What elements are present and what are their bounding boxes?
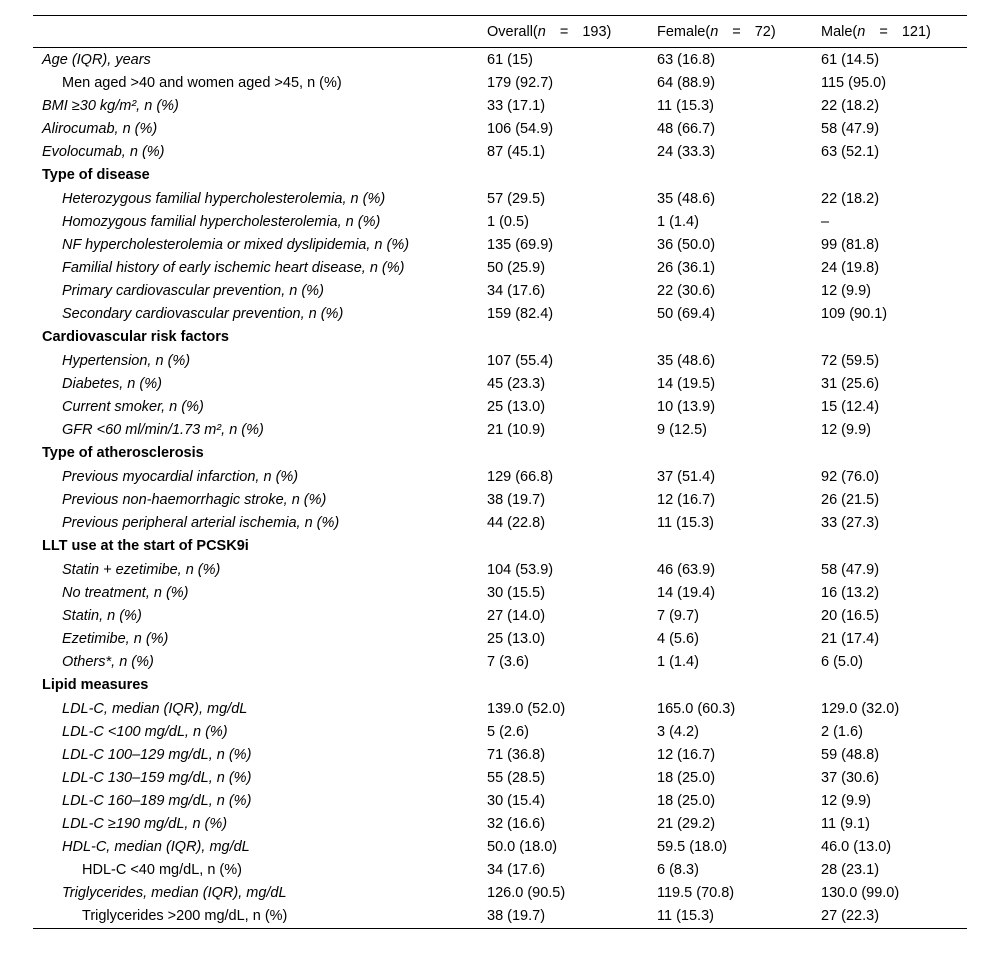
cell-female: 21 (29.2)	[657, 815, 716, 832]
cell-male: 33 (27.3)	[821, 514, 880, 531]
cell-overall: 159 (82.4)	[487, 305, 554, 322]
cell-male: 28 (23.1)	[821, 861, 880, 878]
cell-male: 22 (18.2)	[821, 97, 880, 114]
cell-male: 92 (76.0)	[821, 468, 880, 485]
cell-overall: 57 (29.5)	[487, 190, 546, 207]
table-row	[33, 720, 967, 743]
cell-male: 61 (14.5)	[821, 51, 880, 68]
cell-overall: 104 (53.9)	[487, 561, 554, 578]
row-label: Age (IQR), years	[42, 51, 151, 68]
cell-female: 18 (25.0)	[657, 792, 716, 809]
table-container	[33, 15, 967, 929]
table-row	[33, 581, 967, 604]
cell-overall: 129 (66.8)	[487, 468, 554, 485]
cell-male: 22 (18.2)	[821, 190, 880, 207]
table-row	[33, 558, 967, 581]
cell-female: 6 (8.3)	[657, 861, 699, 878]
cell-female: 119.5 (70.8)	[657, 884, 735, 901]
cell-overall: 139.0 (52.0)	[487, 700, 566, 717]
cell-male: 130.0 (99.0)	[821, 884, 900, 901]
cell-male: 24 (19.8)	[821, 259, 880, 276]
cell-female: 64 (88.9)	[657, 74, 716, 91]
cell-male: 27 (22.3)	[813, 904, 967, 929]
table-header-row	[33, 16, 967, 48]
table-row	[33, 48, 967, 72]
table-body	[33, 48, 967, 929]
table-row	[33, 233, 967, 256]
table-row	[33, 627, 967, 650]
table-row	[33, 881, 967, 904]
cell-male: 21 (17.4)	[821, 630, 880, 647]
cell-overall: 61 (15)	[487, 51, 533, 68]
cell-male: 37 (30.6)	[821, 769, 880, 786]
row-label: Primary cardiovascular prevention, n (%)	[62, 282, 324, 299]
table-row	[33, 766, 967, 789]
cell-male: 6 (5.0)	[821, 653, 863, 670]
cell-male: –	[821, 213, 830, 230]
table-row	[33, 349, 967, 372]
row-label: NF hypercholesterolemia or mixed dyslipidemia, n (%)	[62, 236, 410, 253]
cell-female: 9 (12.5)	[657, 421, 707, 438]
row-label: Homozygous familial hypercholesterolemia, n (%)	[62, 213, 381, 230]
table-row	[33, 904, 967, 929]
baseline-characteristics-table	[33, 15, 967, 929]
cell-overall: 25 (13.0)	[487, 398, 546, 415]
cell-male: 58 (47.9)	[821, 120, 880, 137]
cell-overall: 30 (15.4)	[487, 792, 546, 809]
row-label: Diabetes, n (%)	[62, 375, 162, 392]
cell-overall: 87 (45.1)	[487, 143, 546, 160]
table-row	[33, 94, 967, 117]
table-row	[33, 858, 967, 881]
cell-male: 58 (47.9)	[821, 561, 880, 578]
section-header-row	[33, 325, 967, 349]
table-row	[33, 256, 967, 279]
cell-female: 36 (50.0)	[657, 236, 716, 253]
table-row	[33, 650, 967, 673]
cell-female: 59.5 (18.0)	[657, 838, 728, 855]
cell-overall: 34 (17.6)	[487, 282, 546, 299]
cell-overall: 7 (3.6)	[487, 653, 529, 670]
row-label: Ezetimibe, n (%)	[62, 630, 169, 647]
table-row	[33, 302, 967, 325]
cell-overall: 27 (14.0)	[487, 607, 546, 624]
section-title: LLT use at the start of PCSK9i	[42, 538, 249, 554]
cell-overall: 135 (69.9)	[487, 236, 554, 253]
row-label: GFR <60 ml/min/1.73 m², n (%)	[62, 421, 264, 438]
table-row	[33, 488, 967, 511]
cell-overall: 32 (16.6)	[487, 815, 546, 832]
cell-female: 7 (9.7)	[657, 607, 699, 624]
row-label: Current smoker, n (%)	[62, 398, 204, 415]
cell-male: 99 (81.8)	[821, 236, 880, 253]
cell-female: 35 (48.6)	[657, 352, 716, 369]
table-row	[33, 187, 967, 210]
cell-female: 12 (16.7)	[657, 491, 716, 508]
cell-overall: 126.0 (90.5)	[487, 884, 566, 901]
row-label: LDL-C 130–159 mg/dL, n (%)	[62, 769, 252, 786]
cell-overall: 33 (17.1)	[487, 97, 546, 114]
cell-male: 15 (12.4)	[821, 398, 880, 415]
row-label: Triglycerides, median (IQR), mg/dL	[62, 884, 287, 901]
cell-overall: 55 (28.5)	[487, 769, 546, 786]
cell-female: 63 (16.8)	[657, 51, 716, 68]
cell-overall: 38 (19.7)	[487, 491, 546, 508]
cell-male: 31 (25.6)	[821, 375, 880, 392]
cell-female: 35 (48.6)	[657, 190, 716, 207]
cell-overall: 30 (15.5)	[487, 584, 546, 601]
cell-female: 1 (1.4)	[657, 653, 699, 670]
cell-male: 20 (16.5)	[821, 607, 880, 624]
cell-male: 109 (90.1)	[821, 305, 888, 322]
row-label: No treatment, n (%)	[62, 584, 189, 601]
table-row	[33, 140, 967, 163]
cell-female: 11 (15.3)	[649, 904, 813, 929]
cell-female: 11 (15.3)	[657, 97, 714, 114]
cell-female: 3 (4.2)	[657, 723, 699, 740]
row-label: Others*, n (%)	[62, 653, 154, 670]
section-header-row	[33, 534, 967, 558]
header-characteristic	[33, 16, 479, 48]
row-label: LDL-C, median (IQR), mg/dL	[62, 700, 248, 717]
cell-overall: 5 (2.6)	[487, 723, 529, 740]
cell-male: 16 (13.2)	[821, 584, 880, 601]
cell-male: 12 (9.9)	[821, 792, 871, 809]
table-row	[33, 812, 967, 835]
table-row	[33, 697, 967, 720]
table-row	[33, 743, 967, 766]
table-row	[33, 789, 967, 812]
row-label: BMI ≥30 kg/m², n (%)	[42, 97, 179, 114]
row-label: LDL-C 160–189 mg/dL, n (%)	[62, 792, 252, 809]
row-label: Heterozygous familial hypercholesterolemia, n (%)	[62, 190, 386, 207]
cell-male: 72 (59.5)	[821, 352, 880, 369]
header-overall: Overall(n = 193)	[479, 16, 649, 48]
cell-overall: 21 (10.9)	[487, 421, 546, 438]
cell-overall: 45 (23.3)	[487, 375, 546, 392]
row-label: Statin, n (%)	[62, 607, 142, 624]
cell-female: 48 (66.7)	[657, 120, 716, 137]
row-label: LDL-C 100–129 mg/dL, n (%)	[62, 746, 252, 763]
row-label: LDL-C <100 mg/dL, n (%)	[62, 723, 228, 740]
cell-male: 63 (52.1)	[821, 143, 880, 160]
row-label: Familial history of early ischemic heart disease, n (%)	[62, 259, 405, 276]
row-label: Secondary cardiovascular prevention, n (%)	[62, 305, 344, 322]
section-title: Lipid measures	[42, 677, 149, 693]
cell-female: 50 (69.4)	[657, 305, 716, 322]
row-label: Hypertension, n (%)	[62, 352, 191, 369]
row-label: Evolocumab, n (%)	[42, 143, 165, 160]
cell-male: 46.0 (13.0)	[821, 838, 892, 855]
table-row	[33, 210, 967, 233]
row-label: HDL-C <40 mg/dL, n (%)	[82, 861, 242, 878]
header-female: Female(n = 72)	[649, 16, 813, 48]
table-row	[33, 511, 967, 534]
cell-overall: 71 (36.8)	[487, 746, 546, 763]
row-label: Previous peripheral arterial ischemia, n (%)	[62, 514, 340, 531]
row-label: Alirocumab, n (%)	[42, 120, 158, 137]
cell-female: 18 (25.0)	[657, 769, 716, 786]
section-title: Type of atherosclerosis	[42, 445, 204, 461]
row-label: Triglycerides >200 mg/dL, n (%)	[33, 904, 479, 929]
table-row	[33, 372, 967, 395]
cell-overall: 1 (0.5)	[487, 213, 529, 230]
cell-male: 129.0 (32.0)	[821, 700, 900, 717]
cell-overall: 107 (55.4)	[487, 352, 554, 369]
section-title: Cardiovascular risk factors	[42, 329, 229, 345]
cell-overall: 25 (13.0)	[487, 630, 546, 647]
section-header-row	[33, 441, 967, 465]
cell-female: 26 (36.1)	[657, 259, 716, 276]
cell-overall: 106 (54.9)	[487, 120, 554, 137]
cell-male: 59 (48.8)	[821, 746, 880, 763]
cell-male: 115 (95.0)	[821, 74, 887, 91]
row-label: Previous myocardial infarction, n (%)	[62, 468, 299, 485]
table-row	[33, 835, 967, 858]
cell-female: 37 (51.4)	[657, 468, 716, 485]
cell-female: 1 (1.4)	[657, 213, 699, 230]
cell-female: 24 (33.3)	[657, 143, 716, 160]
table-row	[33, 465, 967, 488]
row-label: Previous non-haemorrhagic stroke, n (%)	[62, 491, 327, 508]
table-row	[33, 604, 967, 627]
table-row	[33, 279, 967, 302]
header-male: Male(n = 121)	[813, 16, 967, 48]
cell-female: 46 (63.9)	[657, 561, 716, 578]
table-row	[33, 418, 967, 441]
cell-overall: 34 (17.6)	[487, 861, 546, 878]
cell-male: 11 (9.1)	[821, 815, 870, 832]
row-label: HDL-C, median (IQR), mg/dL	[62, 838, 250, 855]
cell-female: 14 (19.4)	[657, 584, 716, 601]
table-row	[33, 395, 967, 418]
cell-female: 11 (15.3)	[657, 514, 714, 531]
table-row	[33, 117, 967, 140]
section-header-row	[33, 163, 967, 187]
cell-female: 165.0 (60.3)	[657, 700, 736, 717]
section-header-row	[33, 673, 967, 697]
table-row	[33, 71, 967, 94]
cell-female: 14 (19.5)	[657, 375, 716, 392]
cell-overall: 50.0 (18.0)	[487, 838, 558, 855]
row-label: Statin + ezetimibe, n (%)	[62, 561, 221, 578]
row-label: Men aged >40 and women aged >45, n (%)	[62, 74, 342, 91]
cell-female: 22 (30.6)	[657, 282, 716, 299]
cell-male: 2 (1.6)	[821, 723, 863, 740]
cell-overall: 38 (19.7)	[479, 904, 649, 929]
cell-female: 12 (16.7)	[657, 746, 716, 763]
cell-male: 26 (21.5)	[821, 491, 880, 508]
cell-overall: 179 (92.7)	[487, 74, 554, 91]
section-title: Type of disease	[42, 167, 150, 183]
cell-overall: 50 (25.9)	[487, 259, 546, 276]
row-label: LDL-C ≥190 mg/dL, n (%)	[62, 815, 228, 832]
cell-male: 12 (9.9)	[821, 282, 871, 299]
cell-male: 12 (9.9)	[821, 421, 871, 438]
cell-overall: 44 (22.8)	[487, 514, 546, 531]
cell-female: 4 (5.6)	[657, 630, 699, 647]
cell-female: 10 (13.9)	[657, 398, 716, 415]
